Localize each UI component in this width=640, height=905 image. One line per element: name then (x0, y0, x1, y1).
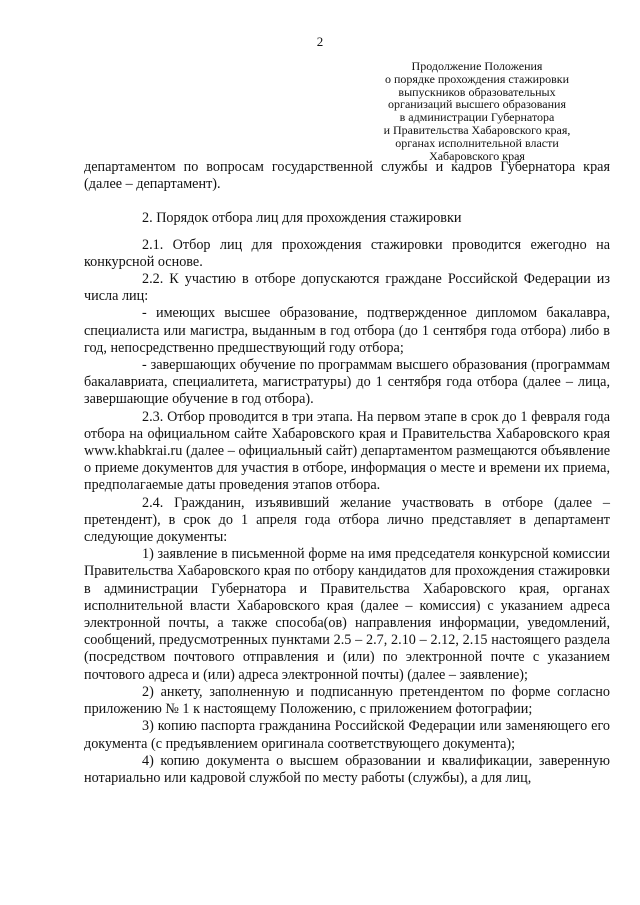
list-item: - имеющих высшее образование, подтвержденное дипломом бакалавра, специалиста или магистра, выданным в год отбора (до 1 сентября года отбора) либо в год, непосредственно предшествующий году отбора; (84, 305, 610, 356)
header-line: о порядке прохождения стажировки (384, 71, 570, 86)
list-item: 1) заявление в письменной форме на имя председателя конкурсной комиссии Правительства Хабаровского края по отбору кандидатов для прохождения стажировки в администрации Губернатора и Правительства Хабаровского края, органах исполнительной власти Хабаровского края (далее – комиссия) с указанием адреса электронной почты, а также способа(ов) направления информации, уведомлений, сообщений, предусмотренных пунктами 2.5 – 2.7, 2.10 – 2.12, 2.15 настоящего раздела (посредством почтового отправления и (или) по электронной почте с указанием почтового адреса и (или) адреса электронной почты) (далее – заявление); (84, 546, 610, 683)
paragraph: департаментом по вопросам государственной службы и кадров Губернатора края (далее – департамент). (84, 159, 610, 193)
list-item: 4) копию документа о высшем образовании и квалификации, заверенную нотариально или кадровой службой по месту работы (службы), а для лиц, (84, 752, 610, 786)
header-line: Хабаровского края (429, 148, 525, 163)
header-line: в администрации Губернатора (399, 110, 555, 125)
document-body (84, 159, 610, 787)
header-line: организаций высшего образования (388, 97, 566, 112)
page-number: 2 (316, 34, 324, 49)
paragraph: 2.4. Гражданин, изъявивший желание участвовать в отборе (далее – претендент), в срок до 1 апреля года отбора лично представляет в департамент следующие документы: (84, 494, 610, 546)
header-line: органах исполнительной власти (395, 135, 559, 150)
document-header (342, 60, 612, 162)
paragraph: 2.2. К участию в отборе допускаются граждане Российской Федерации из числа лиц: (84, 271, 610, 305)
header-line: выпускников образовательных (398, 84, 556, 99)
list-item: 2) анкету, заполненную и подписанную претендентом по форме согласно приложению № 1 к настоящему Положению, с приложением фотографии; (84, 683, 610, 718)
header-line: и Правительства Хабаровского края, (383, 122, 571, 137)
section-title: 2. Порядок отбора лиц для прохождения стажировки (142, 210, 462, 227)
list-item: 3) копию паспорта гражданина Российской Федерации или заменяющего его документа (с предъявлением оригинала соответствующего документа); (84, 718, 610, 752)
paragraph: 2.1. Отбор лиц для прохождения стажировки проводится ежегодно на конкурсной основе. (84, 236, 610, 270)
paragraph: 2.3. Отбор проводится в три этапа. На первом этапе в срок до 1 февраля года отбора на официальном сайте Хабаровского края и Правительства Хабаровского края www.khabkrai.ru (далее – официальный сайт) департаментом размещаются объявление о приеме документов для участия в отборе, информация о месте и времени их приема, предполагаемые даты проведения этапов отбора. (84, 408, 610, 494)
list-item: - завершающих обучение по программам высшего образования (программам бакалавриата, специалитета, магистратуры) до 1 сентября года отбора (далее – лица, завершающие обучение в год отбора). (84, 357, 610, 408)
header-line: Продолжение Положения (411, 59, 543, 73)
